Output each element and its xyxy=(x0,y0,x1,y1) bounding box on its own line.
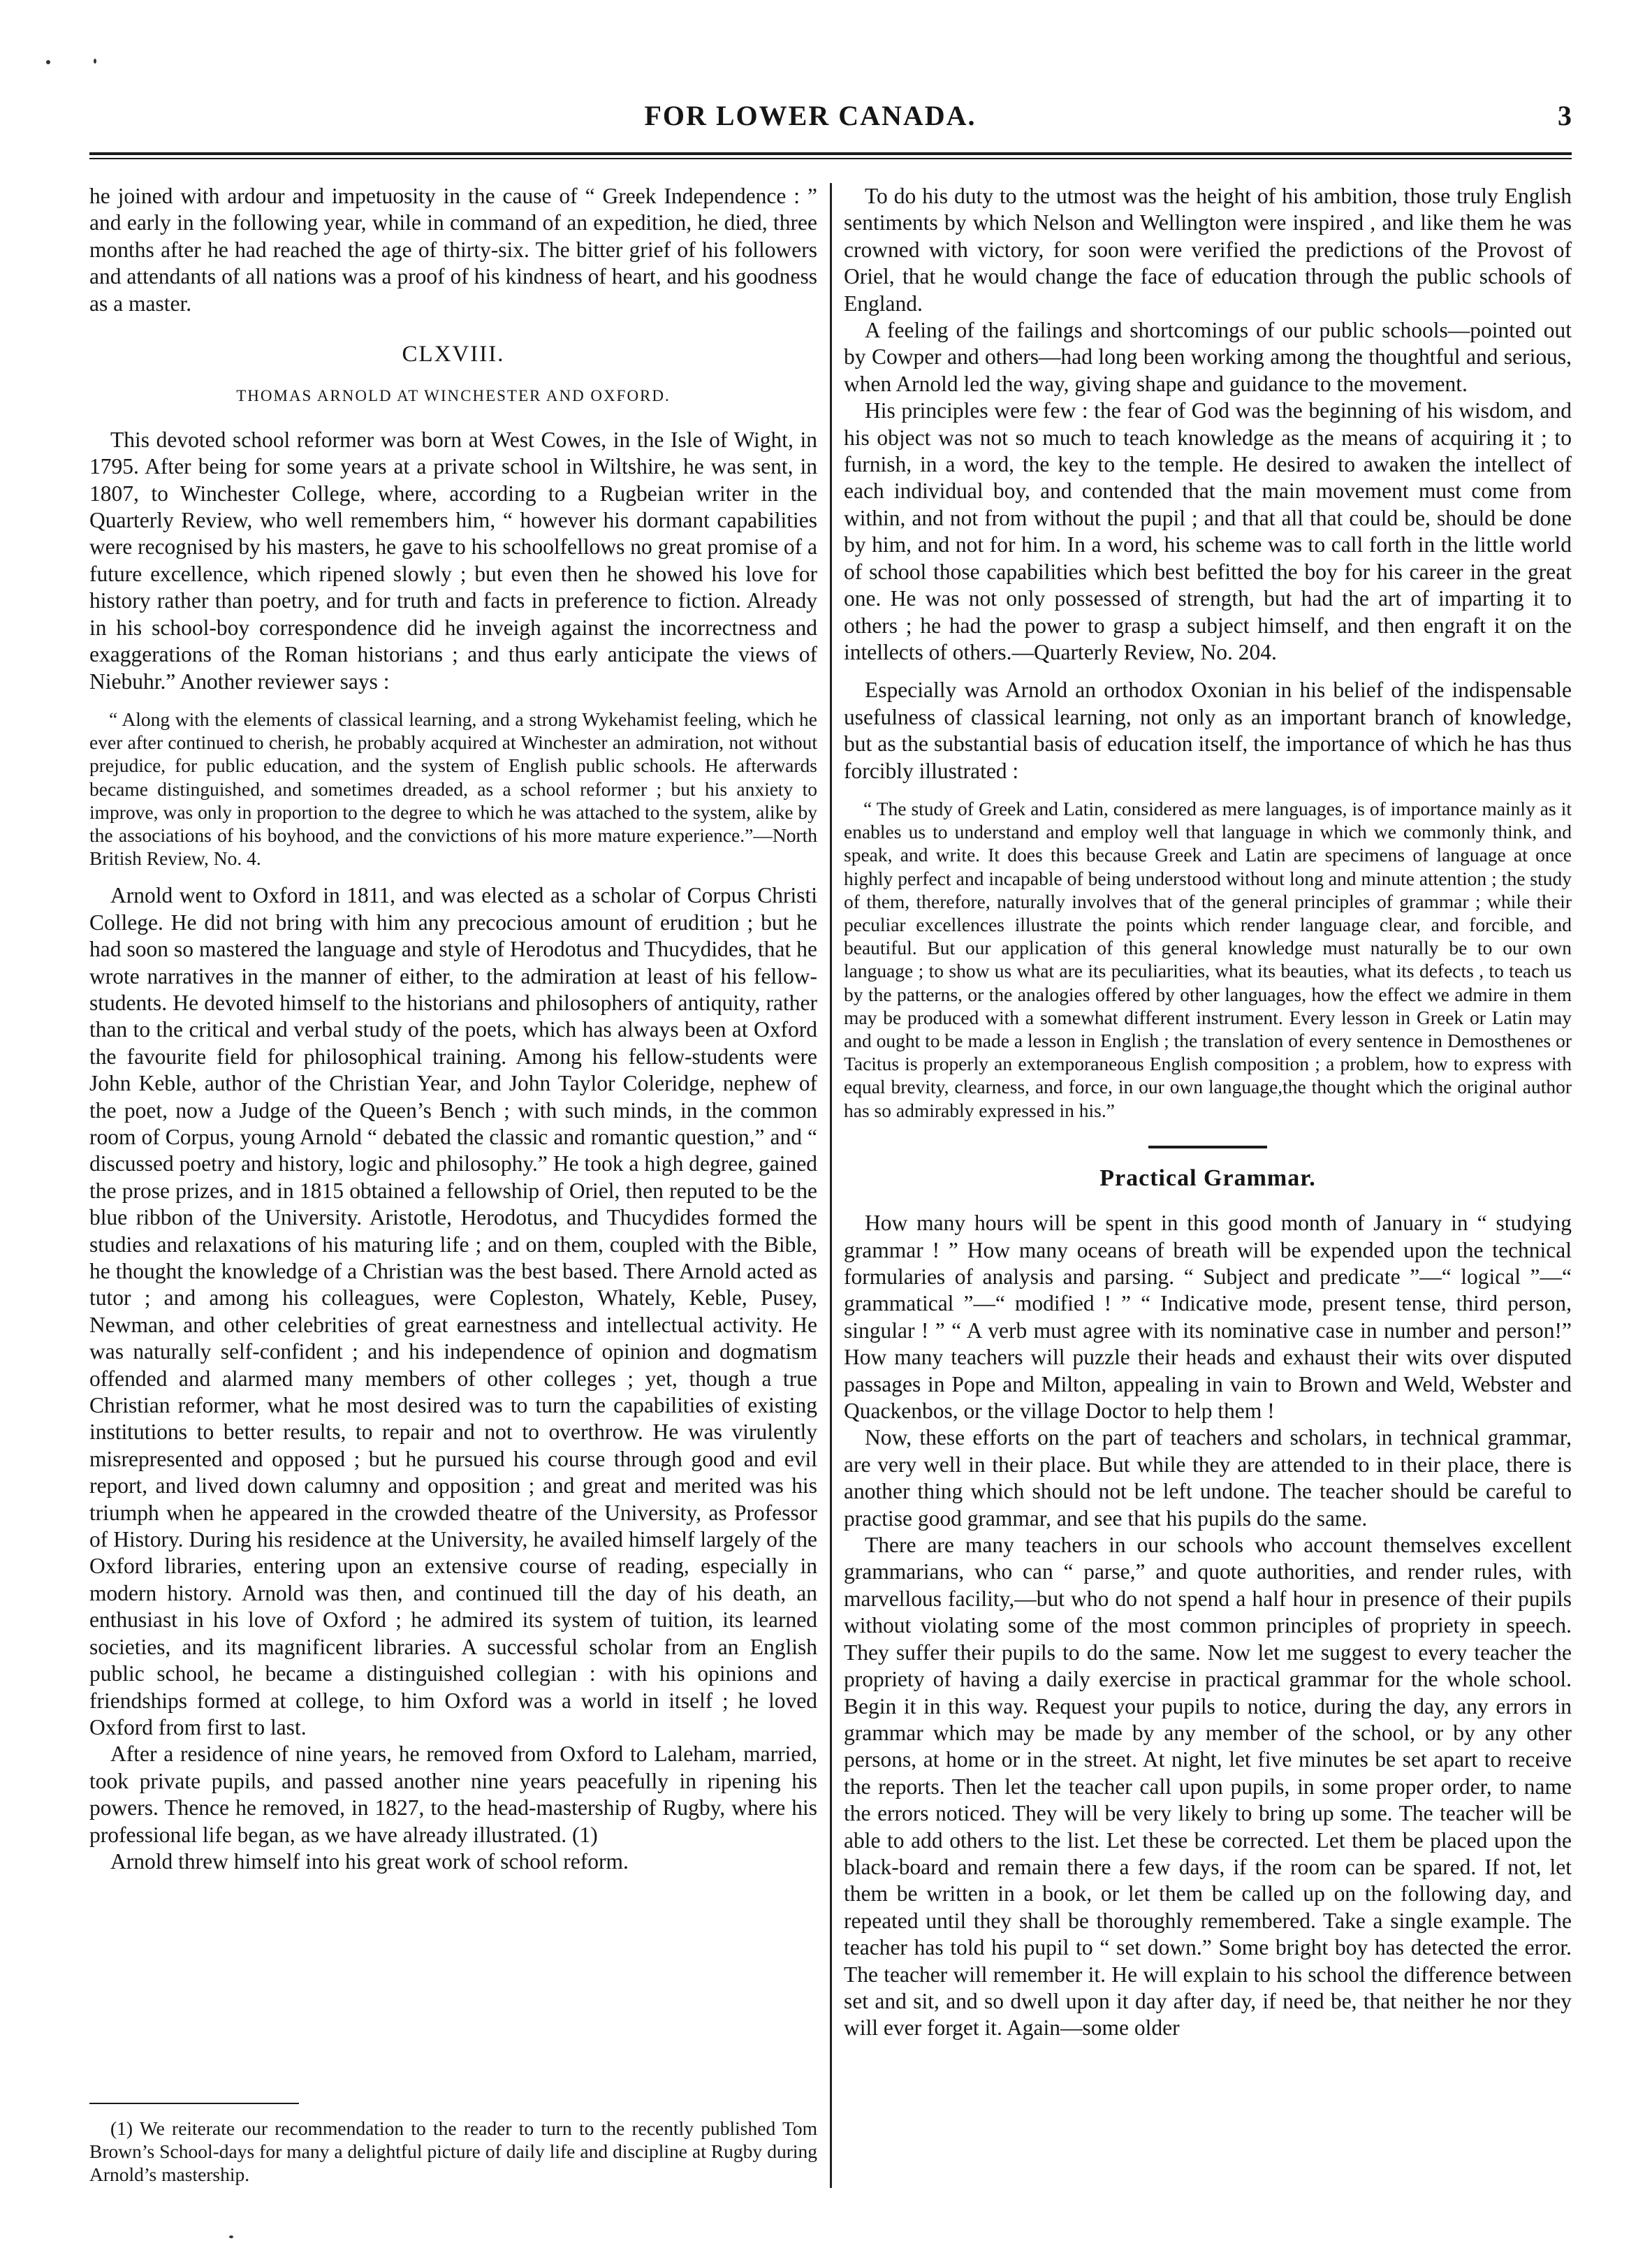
left-paragraph-3: Arnold went to Oxford in 1811, and was elected as a scholar of Corpus Christi College. He did not bring with him any precocious amount of erudition ; but he had soon so mastered the language and style of Herodotus and Thucydides, that he wrote narratives in the manner of either, to the admiration at least of his fellow-students. He devoted himself to the historians and philosophers of antiquity, rather than to the critical and verbal study of the poets, which has always been at Oxford the favourite field for philosophical training. Among his fellow-students were John Keble, author of the Christian Year, and John Taylor Coleridge, nephew of the poet, now a Judge of the Queen’s Bench ; with such minds, in the common room of Corpus, young Arnold “ debated the classic and romantic question,” and “ discussed poetry and history, logic and philosophy.” He took a high degree, gained the prose prizes, and in 1815 obtained a fellowship of Oriel, then reputed to be the blue ribbon of the University. Aristotle, Herodotus, and Thucydides formed the studies and relaxations of his maturing life ; and on them, coupled with the Bible, he thought the knowledge of a Christian was the best based. There Arnold acted as tutor ; and among his colleagues, were Copleston, Whately, Keble, Pusey, Newman, and other celebrities of great earnestness and intellectual activity. He was naturally self-confident ; and his independence of opinion and dogmatism offended and alarmed many members of other colleges ; yet, though a true Christian reformer, what he most desired was to turn the capabilities of existing institutions to better results, to repair and not to overthrow. He was virulently misrepresented and opposed ; but he pursued his course through good and evil report, and lived down calumny and opposition ; and great and merited was his triumph when he appeared in the crowded theatre of the University, as Professor of History. During his residence at the University, he availed himself largely of the Oxford libraries, entering upon an extensive course of reading, especially in modern history. Arnold was then, and continued till the day of his death, an enthusiast in his love of Oxford ; he admired its system of tuition, its learned societies, and its magnificent libraries. A successful scholar from an English public school, he became a distinguished collegian : with his opinions and friendships formed at college, to him Oxford was a world in itself ; he loved Oxford from first to last. xyxy=(89,883,817,1739)
grammar-paragraph-2: Now, these efforts on the part of teachers and scholars, in technical grammar, are very well in their place. But while they are attended to in their place, there is another thing which should not be left undone. The teacher should be careful to practise good grammar, and see that his pupils do the same. xyxy=(844,1425,1572,1531)
header-rule-thick xyxy=(89,152,1572,155)
grammar-paragraph-1: How many hours will be spent in this good month of January in “ studying grammar ! ” How many oceans of breath will be expended upon the technical formularies of analysis and parsing. “ Subject and predicate ”—“ logical ”—“ grammatical ”—“ modified ! ” “ Indicative mode, present tense, third person, singular ! ” “ A verb must agree with its nominative case in number and person!” How many teachers will puzzle their heads and exhaust their wits over disputed passages in Pope and Milton, appealing in vain to Brown and Weld, Webster and Quackenbos, or the village Doctor to help them ! xyxy=(844,1211,1572,1424)
right-paragraph-1: To do his duty to the utmost was the height of his ambition, those truly English sentiments by which Nelson and Wellington were inspired , and like them he was crowned with victory, for soon were verified the predictions of the Provost of Oriel, that he would change the face of education through the public schools of England. xyxy=(844,184,1572,316)
column-divider xyxy=(830,183,832,2188)
right-paragraph-3: His principles were few : the fear of God was the beginning of his wisdom, and his object was not so much to teach knowledge as the means of acquiring it ; to furnish, in a word, the key to the temple. He desired to awaken the intellect of each individual boy, and contended that the main movement must come from within, and not from without the pupil ; and that all that could be, should be done by him, and not for him. In a word, his scheme was to call forth in the little world of school those capabilities which best befitted the boy for his career in the great one. He was not only possessed of strength, but had the art of imparting it to others ; he had the power to grasp a subject himself, and then engraft it on the intellects of others.—Quarterly Review, No. 204. xyxy=(844,398,1572,664)
left-paragraph-1: he joined with ardour and impetuosity in the cause of “ Greek Independence : ” and early in the following year, while in command of an expedition, he died, three months after he had reached the age of thirty-six. The bitter grief of his followers and attendants of all nations was a proof of his kindness of heart, and his goodness as a master. xyxy=(89,184,817,316)
right-quote-text: “ The study of Greek and Latin, considered as mere languages, is of importance mainly as it enables us to understand and employ well that language in which we commonly think, and speak, and write. It does this because Greek and Latin are specimens of language at once highly perfect and incapable of being understood without long and minute attention ; the study of them, therefore, naturally involves that of the general principles of grammar ; while their peculiar excellences illustrate the points which render language clear, and forcible, and beautiful. But our application of this general knowledge must naturally be to our own language ; to show us what are its peculiarities, what its beauties, what its defects , to teach us by the patterns, or the analogies offered by other languages, how the effect we admire in them may be produced with a somewhat different instrument. Every lesson in Greek or Latin may and ought to be made a lesson in English ; the translation of every sentence in Demosthenes or Tacitus is properly an extemporaneous English composition ; a problem, how to express with equal brevity, clearness, and force, in our own language,the thought which the original author has so admirably expressed in his.” xyxy=(844,797,1572,1121)
left-paragraph-2: This devoted school reformer was born at West Cowes, in the Isle of Wight, in 1795. After being for some years at a private school in Wiltshire, he was sent, in 1807, to Winchester College, where, according to a Rugbeian writer in the Quarterly Review, who well remembers him, “ however his dormant capabilities were recognised by his masters, he gave to his schoolfellows no great promise of a future excellence, which ripened slowly ; but even then he showed his love for history rather than poetry, and for truth and facts in preference to fiction. Already in his school-boy correspondence did he inveigh against the incorrectness and exaggerations of the Roman historians ; and thus early anticipate the views of Niebuhr.” Another reviewer says : xyxy=(89,427,817,694)
page-header xyxy=(49,99,1572,141)
print-speck xyxy=(94,59,96,64)
print-speck xyxy=(229,2235,233,2238)
footnote-rule xyxy=(89,2103,299,2104)
header-rule-thin xyxy=(89,158,1572,159)
left-quote-text: “ Along with the elements of classical learning, and a strong Wykehamist feeling, which he ever after continued to cherish, he probably acquired at Winchester an admiration, not without prejudice, for public education, and the system of English public schools. He afterwards became distinguished, and sometimes dreaded, as a school reformer ; but his anxiety to improve, was only in proportion to the degree to which he was attached to the system, alike by the associations of his boyhood, and the convictions of his more mature experience.”—North British Review, No. 4. xyxy=(89,708,817,870)
grammar-heading: Practical Grammar. xyxy=(1099,1165,1316,1191)
section-number: CLXVIII. xyxy=(402,342,505,367)
footnote-text: (1) We reiterate our recommendation to the reader to turn to the recently published Tom Brown’s School-days for many a delightful picture of daily life and discipline at Rugby during Arnold’s mastership. xyxy=(89,2117,817,2185)
left-paragraph-4: After a residence of nine years, he removed from Oxford to Laleham, married, took private pupils, and passed another nine years peacefully in ripening his powers. Thence he removed, in 1827, to the head-mastership of Rugby, where his professional life began, as we have already illustrated. (1) xyxy=(89,1742,817,1847)
running-title: FOR LOWER CANADA. xyxy=(644,100,977,131)
footnote xyxy=(89,2117,817,2186)
section-divider-rule xyxy=(1148,1146,1267,1148)
grammar-paragraph-3: There are many teachers in our schools who account themselves excellent grammarians, who can “ parse,” and quote authorities, and render rules, with marvellous facility,—but who do not spend a half hour in presence of their pupils without violating some of the most common principles of propriety in speech. They suffer their pupils to do the same. Now let me suggest to every teacher the propriety of having a daily exercise in practical grammar for the whole school. Begin it in this way. Request your pupils to notice, during the day, any errors in grammar which may be made by any member of the school, or by any other persons, at home or in the street. At night, let five minutes be set apart to receive the reports. Then let the teacher call upon pupils, in some proper order, to name the errors noticed. They will be very likely to bring up some. The teacher will be able to add others to the list. Let these be corrected. Let them be placed upon the black-board and remain there a few days, if the room can be spared. If not, let them be written in a book, or let them be called up on the following day, and repeated until they shall be thoroughly remembered. Take a single example. The teacher has told his pupil to “ set down.” Some bright boy has detected the error. The teacher will remember it. He will explain to his school the difference between set and sit, and so dwell upon it day after day, if need be, that neither he nor they will ever forget it. Again—some older xyxy=(844,1533,1572,2041)
page-number: 3 xyxy=(1558,100,1572,131)
left-paragraph-5: Arnold threw himself into his great work of school reform. xyxy=(110,1848,629,1874)
right-column xyxy=(844,183,1572,2042)
print-speck xyxy=(46,60,50,64)
section-title: THOMAS ARNOLD AT WINCHESTER AND OXFORD. xyxy=(236,387,671,405)
right-paragraph-4: Especially was Arnold an orthodox Oxonian in his belief of the indispensable usefulness of classical learning, not only as an important branch of knowledge, but as the substantial basis of education itself, the importance of which he has thus forcibly illustrated : xyxy=(844,678,1572,783)
right-paragraph-2: A feeling of the failings and shortcomings of our public schools—pointed out by Cowper and others—had long been working among the thoughtful and serious, when Arnold led the way, giving shape and guidance to the movement. xyxy=(844,318,1572,396)
left-quote xyxy=(89,708,817,870)
left-column xyxy=(89,183,817,1875)
right-quote xyxy=(844,797,1572,1122)
